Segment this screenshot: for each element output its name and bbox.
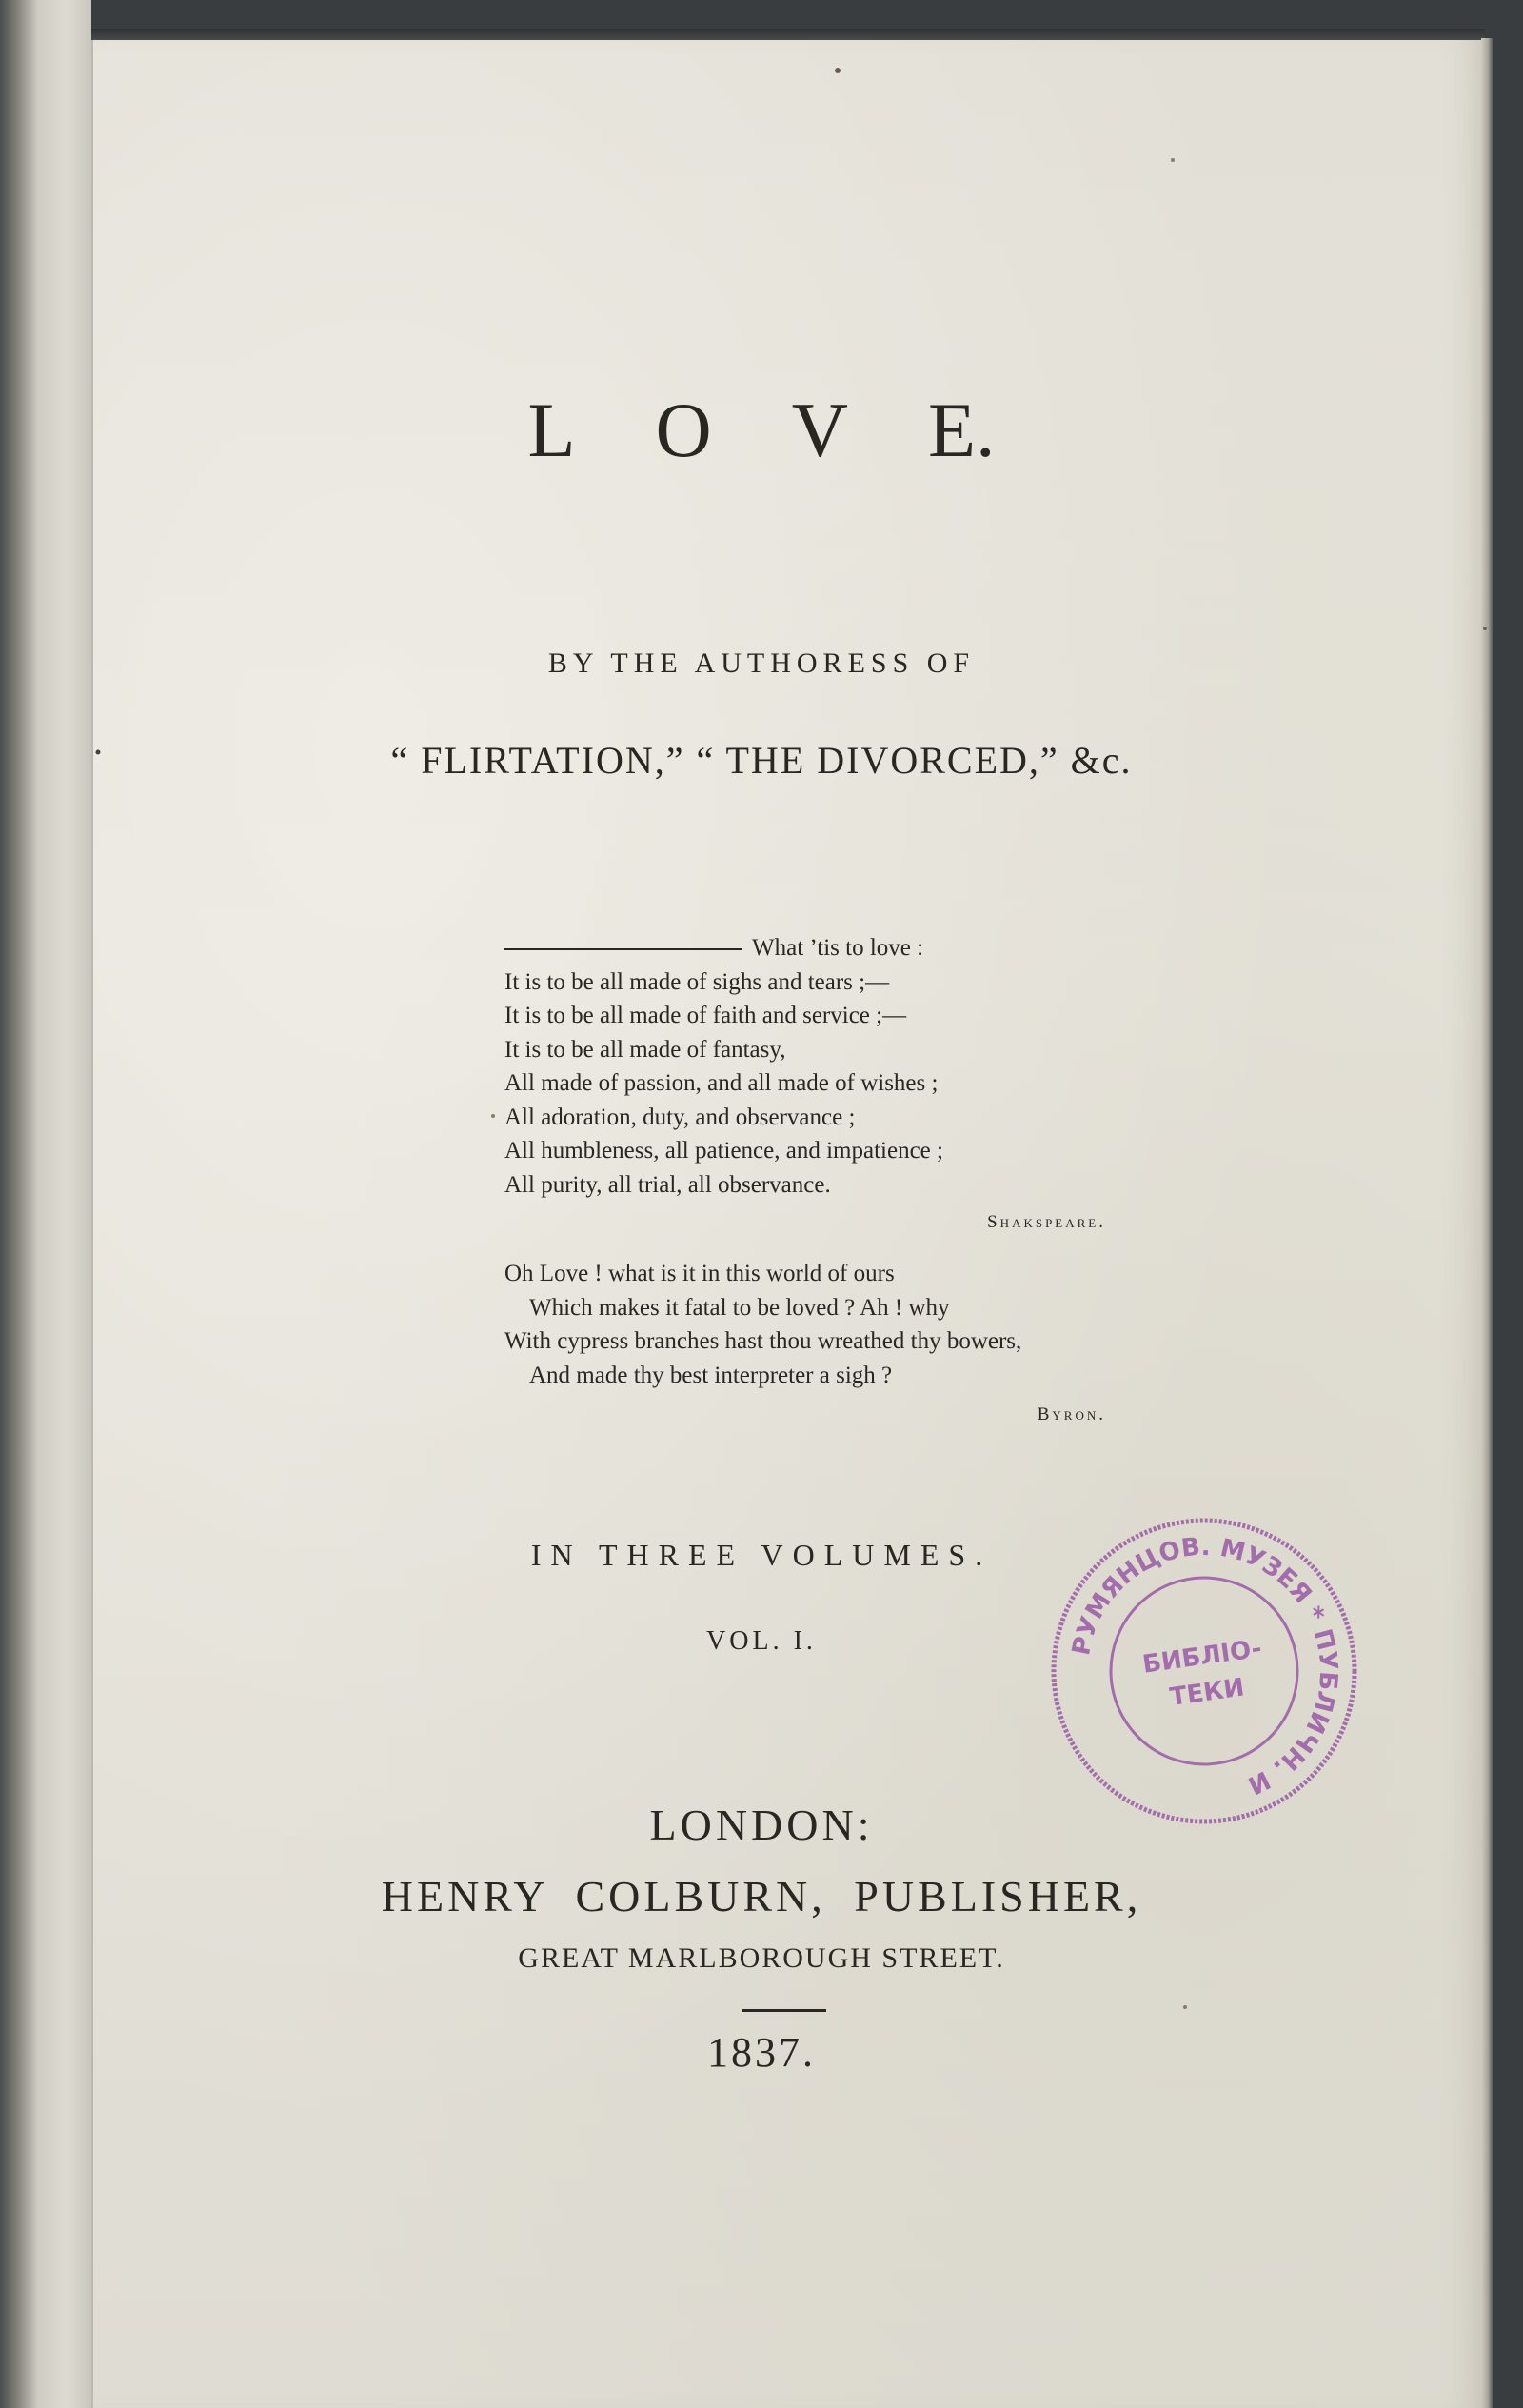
epigraph-line-text: What ’tis to love : xyxy=(752,935,924,961)
epigraph-first-line xyxy=(504,931,1114,965)
stamp-center-line: ТЕКИ xyxy=(1168,1673,1247,1713)
epigraph-line: And made thy best interpreter a sigh ? xyxy=(529,1362,893,1388)
volumes-statement: IN THREE VOLUMES. xyxy=(530,1538,993,1572)
book-title xyxy=(0,386,1523,475)
epigraph-line: All humbleness, all patience, and impatience ; xyxy=(504,1138,943,1164)
epigraph-rule xyxy=(504,948,742,950)
epigraph-line: Oh Love ! what is it in this world of ours xyxy=(504,1261,895,1286)
epigraph-line: Which makes it fatal to be loved ? Ah ! why xyxy=(529,1294,950,1321)
title-letter: V xyxy=(791,387,848,473)
title-letter: L xyxy=(527,387,576,473)
epigraph-line: With cypress branches hast thou wreathed thy bowers, xyxy=(504,1328,1022,1354)
epigraph-shakespeare xyxy=(504,931,1114,1240)
epigraph-line: It is to be all made of fantasy, xyxy=(504,1036,786,1063)
stamp-center-line: БИБЛIO- xyxy=(1140,1634,1264,1680)
epigraph-attribution: Shakspeare. xyxy=(987,1212,1106,1232)
imprint-rule xyxy=(742,2009,826,2012)
imprint-publisher: HENRY COLBURN, PUBLISHER, xyxy=(381,1872,1142,1920)
prior-works: “ FLIRTATION,” “ THE DIVORCED,” &c. xyxy=(390,739,1133,782)
imprint-street: GREAT MARLBOROUGH STREET. xyxy=(518,1942,1005,1974)
byline: BY THE AUTHORESS OF xyxy=(547,647,976,679)
stamp-inner-ring xyxy=(1111,1578,1297,1764)
epigraph-line: It is to be all made of faith and service ;— xyxy=(504,1003,907,1028)
epigraph-attribution: Byron. xyxy=(1037,1404,1106,1424)
epigraph-line: All made of passion, and all made of wishes ; xyxy=(504,1070,939,1096)
epigraph-byron xyxy=(504,1257,1114,1432)
imprint-year: 1837. xyxy=(707,2029,816,2076)
imprint-city: LONDON: xyxy=(649,1801,874,1849)
epigraph-line: It is to be all made of sighs and tears ;— xyxy=(504,968,890,995)
stamp-outer-ring xyxy=(1054,1521,1355,1821)
epigraph-line: All adoration, duty, and observance ; xyxy=(504,1104,856,1130)
volume-number: VOL. I. xyxy=(706,1626,817,1656)
title-letter: E. xyxy=(927,387,996,473)
title-letter: O xyxy=(655,387,712,473)
library-stamp xyxy=(1047,1514,1361,1828)
stamp-ring-text: РУМЯНЦОВ. МУЗЕЯ * ПУБЛИЧН. И xyxy=(1067,1532,1343,1800)
epigraph-line: All purity, all trial, all observance. xyxy=(504,1171,831,1198)
